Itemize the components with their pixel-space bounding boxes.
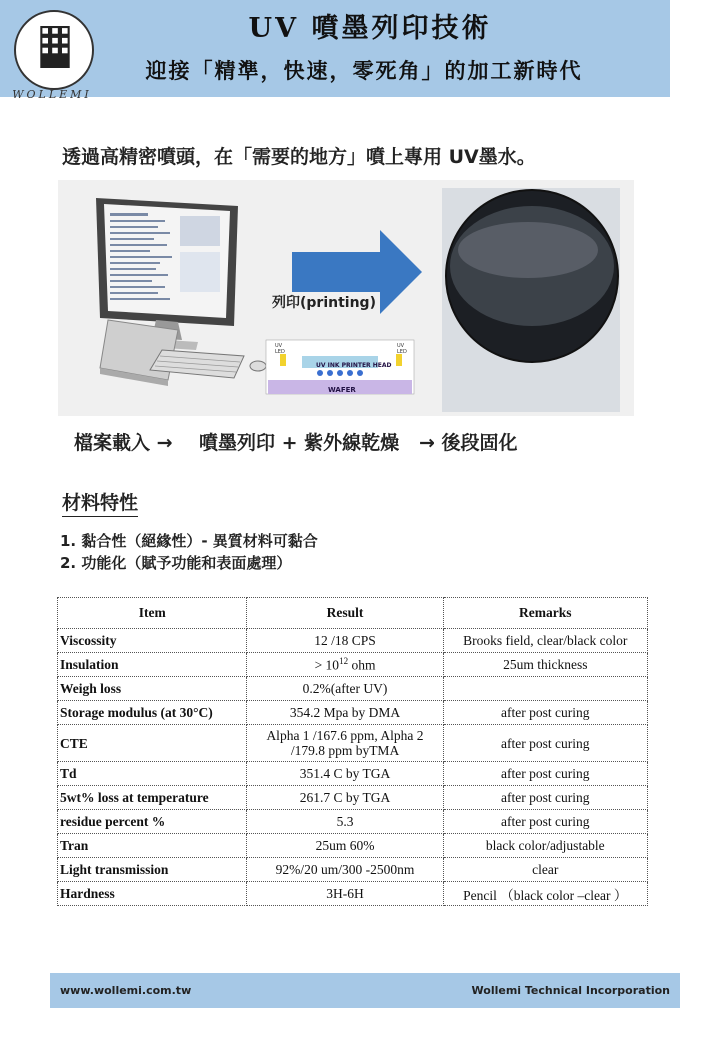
footer-company-name: Wollemi Technical Incorporation — [471, 984, 670, 997]
materials-section-title: 材料特性 — [62, 488, 138, 517]
column-header-result: Result — [247, 598, 443, 629]
cell-result: 261.7 C by TGA — [247, 786, 443, 810]
column-header-remarks: Remarks — [443, 598, 647, 629]
result-exponent: 12 — [339, 655, 349, 666]
table-row — [58, 786, 648, 810]
cell-item: Hardness — [58, 882, 247, 906]
feature-item: 1. 黏合性（絕緣性）- 異質材料可黏合 — [60, 532, 318, 550]
intro-text: 透過高精密噴頭，在「需要的地方」噴上專用 UV墨水。 — [62, 146, 536, 168]
uv-label: UV — [275, 343, 283, 349]
uv-led-label-right — [397, 343, 407, 355]
cell-remarks: clear — [443, 858, 647, 882]
cell-result: 25um 60% — [247, 834, 443, 858]
cell-remarks: after post curing — [443, 810, 647, 834]
cell-remarks: Pencil （black color –clear ） — [443, 882, 647, 906]
table-row — [58, 882, 648, 906]
table-header-row — [58, 598, 648, 629]
process-flow-text: 檔案載入 → 噴墨列印 + 紫外線乾燥 → 後段固化 — [74, 432, 518, 454]
table-row — [58, 677, 648, 701]
cell-remarks: after post curing — [443, 786, 647, 810]
table-row — [58, 762, 648, 786]
table-row — [58, 858, 648, 882]
result-suffix: ohm — [348, 657, 376, 673]
result-prefix: > 10 — [314, 657, 340, 673]
table-row — [58, 810, 648, 834]
cell-remarks: Brooks field, clear/black color — [443, 629, 647, 653]
cell-result: 0.2%(after UV) — [247, 677, 443, 701]
cell-item: 5wt% loss at temperature — [58, 786, 247, 810]
wafer-photo — [442, 188, 620, 412]
cell-result: 3H-6H — [247, 882, 443, 906]
cell-remarks: after post curing — [443, 725, 647, 762]
cell-result: 5.3 — [247, 810, 443, 834]
cell-item: Td — [58, 762, 247, 786]
logo-grid-icon — [34, 26, 76, 68]
printing-label: 列印(printing) — [272, 295, 376, 311]
cell-remarks: after post curing — [443, 701, 647, 725]
table-row — [58, 629, 648, 653]
wafer-label: WAFER — [328, 386, 356, 394]
cell-result: 354.2 Mpa by DMA — [247, 701, 443, 725]
feature-item: 2. 功能化（賦予功能和表面處理） — [60, 554, 292, 572]
led-label: LED — [275, 349, 285, 355]
cell-remarks: black color/adjustable — [443, 834, 647, 858]
cell-remarks: after post curing — [443, 762, 647, 786]
cell-item: Light transmission — [58, 858, 247, 882]
cell-result — [247, 653, 443, 677]
cell-result: 12 /18 CPS — [247, 629, 443, 653]
cell-item: Weigh loss — [58, 677, 247, 701]
table-row — [58, 701, 648, 725]
uv-label: UV — [397, 343, 405, 349]
uv-led-label-left — [275, 343, 285, 355]
logo-emblem — [14, 10, 94, 90]
table-row — [58, 725, 648, 762]
cell-result: 351.4 C by TGA — [247, 762, 443, 786]
table-row — [58, 653, 648, 677]
spec-table — [57, 597, 648, 906]
process-illustration — [58, 180, 634, 416]
table-row — [58, 834, 648, 858]
company-logo — [8, 8, 96, 104]
cell-item: Insulation — [58, 653, 247, 677]
cell-item: Tran — [58, 834, 247, 858]
footer-band — [50, 973, 680, 1008]
cell-result: Alpha 1 /167.6 ppm, Alpha 2 /179.8 ppm byTMA — [247, 725, 443, 762]
cell-remarks: 25um thickness — [443, 653, 647, 677]
page-title: UV 噴墨列印技術 — [248, 13, 492, 44]
led-label: LED — [397, 349, 407, 355]
cell-item: residue percent % — [58, 810, 247, 834]
page-subtitle: 迎接「精準，快速，零死角」的加工新時代 — [145, 58, 583, 83]
cell-remarks — [443, 677, 647, 701]
cell-item: Viscossity — [58, 629, 247, 653]
cell-item: Storage modulus (at 30°C) — [58, 701, 247, 725]
cell-result: 92%/20 um/300 -2500nm — [247, 858, 443, 882]
footer-website-link[interactable]: www.wollemi.com.tw — [60, 984, 192, 997]
column-header-item: Item — [58, 598, 247, 629]
printhead-label: UV INK PRINTER HEAD — [316, 362, 392, 369]
logo-text: WOLLEMI — [12, 88, 92, 101]
cell-item: CTE — [58, 725, 247, 762]
